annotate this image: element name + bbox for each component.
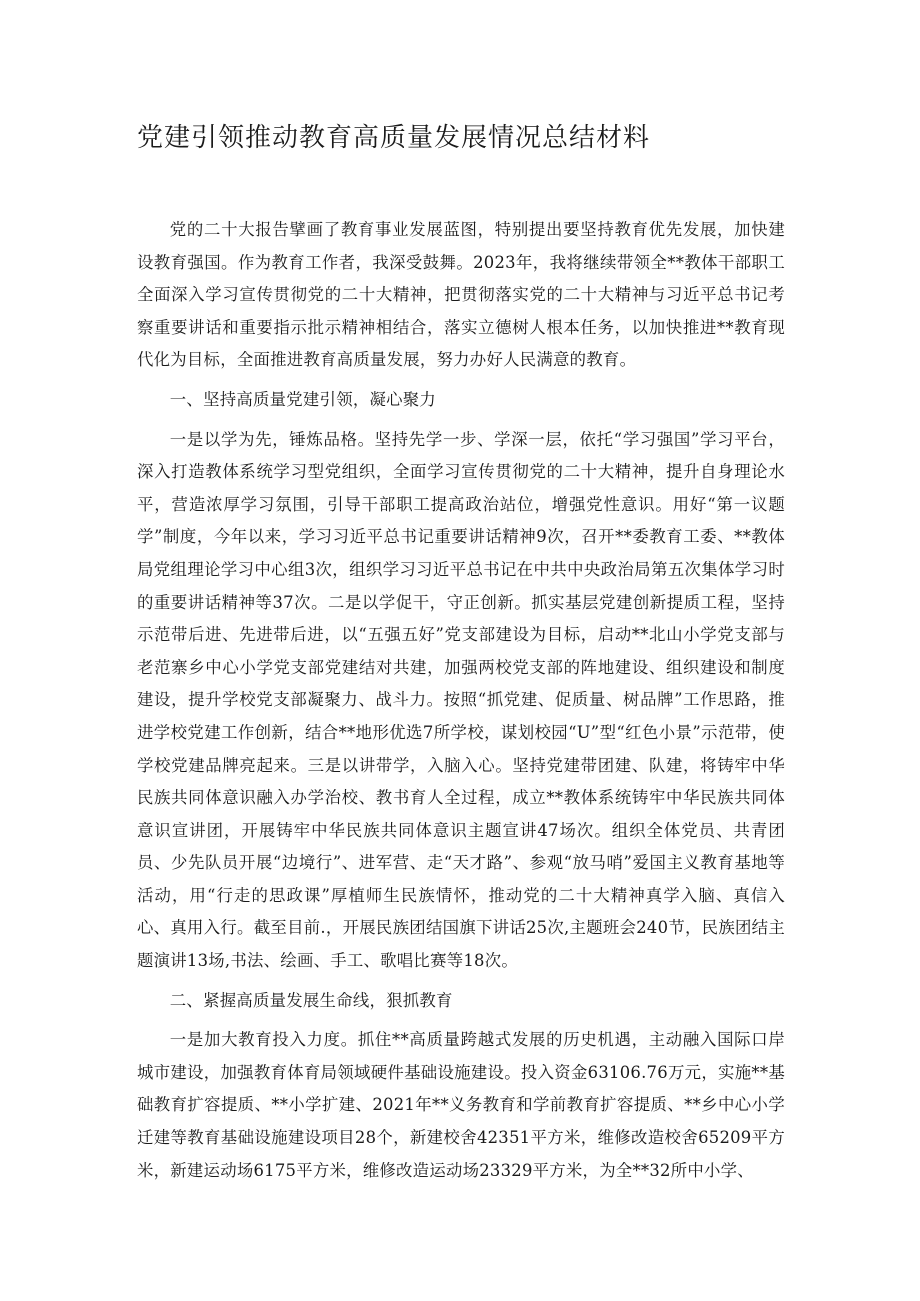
section-1-paragraph: 一是以学为先，锤炼品格。坚持先学一步、学深一层，依托“学习强国”学习平台，深入打造教体系统学习型党组织，全面学习宣传贯彻党的二十大精神，提升自身理论水平，营造浓厚学习氛围，引导干部职工提高政治站位，增强党性意识。用好“第一议题学”制度，今年以来，学习习近平总书记重要讲话精神9次，召开**委教育工委、**教体局党组理论学习中心组3次，组织学习习近平总书记在中共中央政治局第五次集体学习时的重要讲话精神等37次。二是以学促干，守正创新。抓实基层党建创新提质工程，坚持示范带后进、先进带后进，以“五强五好”党支部建设为目标，启动**北山小学党支部与老范寨乡中心小学党支部党建结对共建，加强两校党支部的阵地建设、组织建设和制度建设，提升学校党支部凝聚力、战斗力。按照“抓党建、促质量、树品牌”工作思路，推进学校党建工作创新，结合**地形优选7所学校，谋划校园“U”型“红色小景”示范带，使学校党建品牌亮起来。三是以讲带学，入脑入心。坚持党建带团建、队建，将铸牢中华民族共同体意识融入办学治校、教书育人全过程，成立**教体系统铸牢中华民族共同体意识宣讲团，开展铸牢中华民族共同体意识主题宣讲47场次。组织全体党员、共青团员、少先队员开展“边境行”、进军营、走“天才路”、参观“放马哨”爱国主义教育基地等活动，用“行走的思政课”厚植师生民族情怀，推动党的二十大精神真学入脑、真信入心、真用入行。截至目前.，开展民族团结国旗下讲话25次,主题班会240节，民族团结主题演讲13场,书法、绘画、手工、歌唱比赛等18次。 (137, 429, 785, 971)
section-2-heading: 二、紧握高质量发展生命线，狠抓教育 (169, 990, 453, 1010)
intro-paragraph: 党的二十大报告擘画了教育事业发展蓝图，特别提出要坚持教育优先发展，加快建设教育强国。作为教育工作者，我深受鼓舞。2023年，我将继续带领全**教体干部职工全面深入学习宣传贯彻党的二十大精神，把贯彻落实党的二十大精神与习近平总书记考察重要讲话和重要指示批示精神相结合，落实立德树人根本任务，以加快推进**教育现代化为目标，全面推进教育高质量发展，努力办好人民满意的教育。 (137, 220, 785, 370)
document-body (137, 214, 785, 1194)
section-1-heading: 一、坚持高质量党建引领，凝心聚力 (169, 389, 437, 409)
document-title: 党建引领推动教育高质量发展情况总结材料 (137, 123, 651, 153)
section-2-paragraph: 一是加大教育投入力度。抓住**高质量跨越式发展的历史机遇，主动融入国际口岸城市建设，加强教育体育局领域硬件基础设施建设。投入资金63106.76万元，实施**基础教育扩容提质、**小学扩建、2021年**义务教育和学前教育扩容提质、**乡中心小学迁建等教育基础设施建设项目28个，新建校舍42351平方米，维修改造校舍65209平方米，新建运动场6175平方米，维修改造运动场23329平方米，为全**32所中小学、 (137, 1030, 785, 1180)
